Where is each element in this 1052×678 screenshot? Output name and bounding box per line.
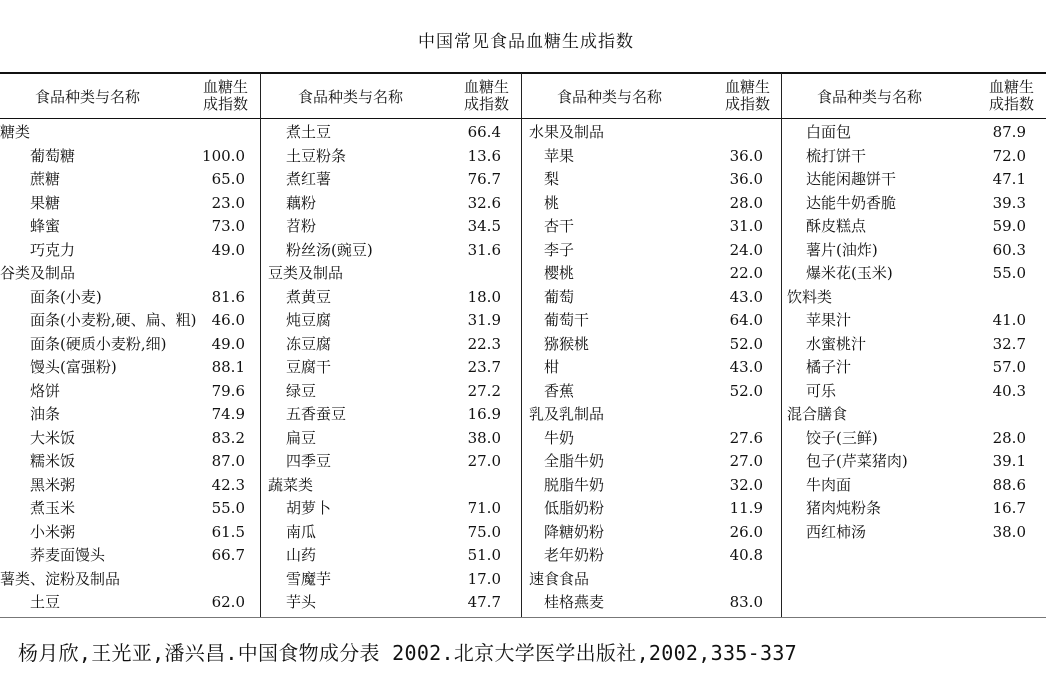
gi-value: 66.7	[211, 546, 245, 564]
category-row	[782, 286, 1046, 310]
food-row	[261, 356, 521, 380]
food-name: 煮土豆	[286, 123, 332, 141]
food-name: 桂格燕麦	[544, 593, 605, 611]
food-name: 老年奶粉	[544, 546, 605, 564]
gi-value: 39.3	[992, 193, 1026, 212]
food-row	[0, 356, 260, 380]
food-row	[261, 309, 521, 333]
food-row	[261, 380, 521, 404]
food-name: 烙饼	[30, 381, 61, 400]
gi-value: 23.0	[211, 193, 245, 212]
food-name: 牛奶	[544, 428, 575, 447]
food-row	[782, 215, 1046, 239]
table-column	[0, 73, 260, 617]
category-name: 豆类及制品	[268, 264, 344, 282]
gi-value: 31.0	[729, 217, 763, 235]
gi-value: 32.7	[992, 334, 1026, 353]
gi-value: 23.7	[467, 358, 501, 376]
category-name: 谷类及制品	[0, 264, 76, 282]
header-food-name: 食品种类与名称	[817, 88, 923, 106]
food-row	[0, 145, 260, 169]
food-row	[261, 521, 521, 545]
food-name: 面条(小麦)	[30, 287, 102, 306]
food-name: 土豆粉条	[286, 146, 347, 165]
gi-value: 38.0	[467, 428, 501, 447]
food-name: 苹果	[544, 146, 575, 165]
category-row	[0, 121, 260, 145]
food-name: 葡萄干	[544, 311, 590, 329]
food-name: 四季豆	[286, 452, 332, 470]
food-row	[522, 192, 781, 216]
food-row	[0, 403, 260, 427]
gi-value: 22.3	[467, 334, 501, 353]
food-row	[782, 121, 1046, 145]
gi-value: 49.0	[211, 334, 245, 353]
food-row	[522, 591, 781, 615]
food-name: 油条	[30, 405, 61, 423]
food-row	[0, 333, 260, 357]
food-row	[261, 215, 521, 239]
food-name: 低脂奶粉	[544, 499, 605, 517]
gi-value: 27.0	[729, 452, 763, 470]
food-name: 李子	[544, 240, 575, 259]
gi-value: 57.0	[992, 358, 1026, 376]
food-row	[261, 145, 521, 169]
gi-value: 65.0	[211, 170, 245, 188]
gi-value: 26.0	[729, 522, 763, 541]
food-row	[0, 309, 260, 333]
food-name: 南瓜	[286, 522, 317, 541]
header-food-name: 食品种类与名称	[298, 88, 404, 106]
food-name: 藕粉	[286, 193, 317, 212]
gi-value: 83.0	[729, 593, 763, 611]
header-gi-line2: 成指数	[463, 95, 509, 113]
gi-value: 87.0	[211, 452, 245, 470]
gi-value: 88.1	[211, 358, 245, 376]
food-name: 豆腐干	[286, 358, 332, 376]
food-row	[522, 450, 781, 474]
food-name: 扁豆	[286, 428, 317, 447]
column-header	[261, 73, 521, 118]
category-row	[261, 262, 521, 286]
gi-value: 74.9	[211, 405, 245, 423]
gi-value: 32.6	[467, 193, 501, 212]
food-name: 猕猴桃	[544, 334, 590, 353]
food-row	[782, 474, 1046, 498]
food-row	[782, 262, 1046, 286]
gi-value: 62.0	[211, 593, 245, 611]
food-row	[0, 544, 260, 568]
food-name: 小米粥	[30, 522, 76, 541]
food-name: 胡萝卜	[286, 499, 332, 517]
gi-value: 76.7	[467, 170, 501, 188]
column-header	[522, 73, 781, 118]
food-name: 桃	[544, 193, 560, 212]
food-row	[0, 591, 260, 615]
food-row	[782, 333, 1046, 357]
food-row	[261, 544, 521, 568]
gi-value: 83.2	[211, 428, 245, 447]
table-title: 中国常见食品血糖生成指数	[418, 32, 634, 52]
header-food-name: 食品种类与名称	[557, 88, 663, 106]
gi-value: 61.5	[211, 522, 245, 541]
food-row	[261, 286, 521, 310]
food-name: 脱脂牛奶	[544, 475, 605, 494]
category-name: 水果及制品	[529, 123, 605, 141]
food-row	[522, 286, 781, 310]
food-row	[0, 380, 260, 404]
gi-value: 36.0	[729, 146, 763, 165]
food-name: 全脂牛奶	[544, 452, 605, 470]
food-row	[782, 239, 1046, 263]
food-name: 达能闲趣饼干	[806, 170, 897, 188]
header-gi-line1: 血糖生	[724, 78, 770, 96]
gi-value: 27.0	[467, 452, 501, 470]
food-name: 五香蚕豆	[286, 405, 347, 423]
food-name: 冻豆腐	[286, 334, 332, 353]
food-name: 杏干	[544, 217, 575, 235]
food-name: 樱桃	[544, 264, 575, 282]
column-header	[782, 73, 1046, 118]
food-name: 柑	[544, 358, 560, 376]
gi-value: 16.9	[467, 405, 501, 423]
gi-value: 16.7	[992, 499, 1026, 517]
food-row	[0, 215, 260, 239]
header-gi	[710, 79, 770, 113]
gi-value: 27.6	[729, 428, 763, 447]
food-row	[522, 521, 781, 545]
table-column	[782, 73, 1046, 617]
food-row	[522, 309, 781, 333]
gi-value: 81.6	[211, 287, 245, 306]
food-name: 果糖	[30, 193, 61, 212]
gi-value: 11.9	[729, 499, 763, 517]
food-name: 粉丝汤(豌豆)	[286, 240, 373, 259]
food-row	[782, 309, 1046, 333]
gi-value: 75.0	[467, 522, 501, 541]
header-food-name: 食品种类与名称	[35, 88, 141, 106]
food-row	[0, 450, 260, 474]
food-row	[261, 450, 521, 474]
food-name: 降糖奶粉	[544, 522, 605, 541]
food-name: 黑米粥	[30, 475, 76, 494]
food-row	[522, 497, 781, 521]
gi-value: 32.0	[729, 475, 763, 494]
header-gi-line2: 成指数	[988, 95, 1034, 113]
gi-value: 17.0	[467, 569, 501, 588]
food-row	[261, 568, 521, 592]
food-name: 梳打饼干	[806, 146, 867, 165]
food-name: 蔗糖	[30, 170, 61, 188]
gi-value: 87.9	[992, 123, 1026, 141]
food-row	[522, 239, 781, 263]
category-name: 糖类	[0, 123, 31, 141]
food-row	[261, 427, 521, 451]
gi-value: 47.7	[467, 593, 501, 611]
food-name: 炖豆腐	[286, 311, 332, 329]
gi-value: 39.1	[992, 452, 1026, 470]
category-name: 速食食品	[529, 569, 590, 588]
category-name: 乳及乳制品	[529, 405, 605, 423]
header-gi-line2: 成指数	[202, 95, 248, 113]
food-row	[0, 427, 260, 451]
column-header	[0, 73, 260, 118]
category-name: 薯类、淀粉及制品	[0, 569, 121, 588]
food-row	[0, 474, 260, 498]
food-row	[261, 591, 521, 615]
food-name: 葡萄	[544, 287, 575, 306]
category-row	[522, 568, 781, 592]
gi-value: 51.0	[467, 546, 501, 564]
food-name: 猪肉炖粉条	[806, 499, 882, 517]
food-row	[0, 192, 260, 216]
gi-value: 31.6	[467, 240, 501, 259]
header-gi-line1: 血糖生	[202, 78, 248, 96]
gi-value: 40.8	[729, 546, 763, 564]
gi-value: 52.0	[729, 334, 763, 353]
food-name: 包子(芹菜猪肉)	[806, 452, 908, 470]
header-gi	[449, 79, 509, 113]
category-row	[0, 262, 260, 286]
food-row	[0, 521, 260, 545]
food-row	[782, 145, 1046, 169]
food-row	[522, 356, 781, 380]
gi-value: 88.6	[992, 475, 1026, 494]
gi-value: 49.0	[211, 240, 245, 259]
category-name: 混合膳食	[787, 405, 848, 423]
food-row	[261, 239, 521, 263]
food-name: 雪魔芋	[286, 569, 332, 588]
food-row	[522, 544, 781, 568]
category-name: 蔬菜类	[268, 475, 314, 494]
food-row	[782, 521, 1046, 545]
food-name: 巧克力	[30, 240, 76, 259]
food-row	[522, 427, 781, 451]
food-name: 橘子汁	[806, 358, 852, 376]
food-row	[261, 333, 521, 357]
food-row	[522, 474, 781, 498]
food-name: 苕粉	[286, 217, 317, 235]
food-row	[522, 262, 781, 286]
gi-value: 18.0	[467, 287, 501, 306]
gi-value: 55.0	[992, 264, 1026, 282]
food-name: 爆米花(玉米)	[806, 264, 893, 282]
gi-value: 52.0	[729, 381, 763, 400]
food-row	[261, 497, 521, 521]
gi-value: 22.0	[729, 264, 763, 282]
category-row	[782, 403, 1046, 427]
category-row	[522, 121, 781, 145]
food-name: 白面包	[806, 123, 852, 141]
gi-value: 55.0	[211, 499, 245, 517]
gi-value: 41.0	[992, 311, 1026, 329]
gi-value: 71.0	[467, 499, 501, 517]
gi-value: 59.0	[992, 217, 1026, 235]
header-gi	[974, 79, 1034, 113]
food-name: 薯片(油炸)	[806, 240, 878, 259]
food-name: 西红柿汤	[806, 522, 867, 541]
food-name: 芋头	[286, 593, 317, 611]
food-name: 煮玉米	[30, 499, 76, 517]
gi-value: 72.0	[992, 146, 1026, 165]
food-name: 煮黄豆	[286, 287, 332, 306]
food-name: 酥皮糕点	[806, 217, 867, 235]
food-name: 香蕉	[544, 381, 575, 400]
food-name: 面条(小麦粉,硬、扁、粗)	[30, 311, 197, 329]
food-row	[782, 450, 1046, 474]
food-row	[782, 356, 1046, 380]
gi-value: 43.0	[729, 358, 763, 376]
food-row	[522, 145, 781, 169]
table-column	[522, 73, 781, 617]
header-gi-line2: 成指数	[724, 95, 770, 113]
food-row	[782, 497, 1046, 521]
food-row	[261, 168, 521, 192]
food-row	[522, 380, 781, 404]
food-row	[782, 380, 1046, 404]
food-name: 煮红薯	[286, 170, 332, 188]
food-row	[782, 427, 1046, 451]
gi-value: 73.0	[211, 217, 245, 235]
food-name: 土豆	[30, 593, 61, 611]
category-row	[0, 568, 260, 592]
food-row	[261, 403, 521, 427]
gi-value: 79.6	[211, 381, 245, 400]
category-row	[261, 474, 521, 498]
food-name: 牛肉面	[806, 475, 852, 494]
header-gi-line1: 血糖生	[463, 78, 509, 96]
food-row	[522, 168, 781, 192]
gi-value: 42.3	[211, 475, 245, 494]
food-name: 馒头(富强粉)	[30, 358, 117, 376]
gi-value: 100.0	[202, 146, 245, 165]
gi-value: 28.0	[729, 193, 763, 212]
food-name: 可乐	[806, 381, 837, 400]
food-name: 达能牛奶香脆	[806, 193, 897, 212]
food-name: 饺子(三鲜)	[806, 428, 878, 447]
food-name: 大米饭	[30, 428, 76, 447]
header-gi-line1: 血糖生	[988, 78, 1034, 96]
category-row	[522, 403, 781, 427]
food-name: 水蜜桃汁	[806, 334, 867, 353]
food-name: 荞麦面馒头	[30, 546, 106, 564]
food-row	[0, 497, 260, 521]
gi-value: 64.0	[729, 311, 763, 329]
header-gi	[188, 79, 248, 113]
food-name: 蜂蜜	[30, 217, 61, 235]
gi-value: 47.1	[992, 170, 1026, 188]
table-column	[261, 73, 521, 617]
gi-value: 24.0	[729, 240, 763, 259]
gi-value: 27.2	[467, 381, 501, 400]
food-row	[261, 121, 521, 145]
gi-value: 66.4	[467, 123, 501, 141]
food-row	[522, 215, 781, 239]
food-row	[782, 192, 1046, 216]
citation: 杨月欣,王光亚,潘兴昌.中国食物成分表 2002.北京大学医学出版社,2002,335-337	[18, 641, 798, 665]
gi-value: 60.3	[992, 240, 1026, 259]
gi-value: 13.6	[467, 146, 501, 165]
food-name: 绿豆	[286, 381, 317, 400]
food-name: 梨	[544, 170, 560, 188]
food-row	[782, 168, 1046, 192]
food-name: 面条(硬质小麦粉,细)	[30, 334, 167, 353]
food-row	[0, 286, 260, 310]
gi-value: 31.9	[467, 311, 501, 329]
food-name: 山药	[286, 546, 317, 564]
food-name: 糯米饭	[30, 452, 76, 470]
food-name: 葡萄糖	[30, 146, 76, 165]
category-name: 饮料类	[787, 287, 833, 306]
gi-value: 38.0	[992, 522, 1026, 541]
gi-value: 46.0	[211, 311, 245, 329]
food-name: 苹果汁	[806, 311, 852, 329]
food-row	[522, 333, 781, 357]
gi-value: 36.0	[729, 170, 763, 188]
food-row	[0, 239, 260, 263]
gi-value: 28.0	[992, 428, 1026, 447]
food-row	[0, 168, 260, 192]
gi-value: 43.0	[729, 287, 763, 306]
gi-value: 34.5	[467, 217, 501, 235]
gi-value: 40.3	[992, 381, 1026, 400]
food-row	[261, 192, 521, 216]
table-bottom-rule	[0, 617, 1046, 618]
